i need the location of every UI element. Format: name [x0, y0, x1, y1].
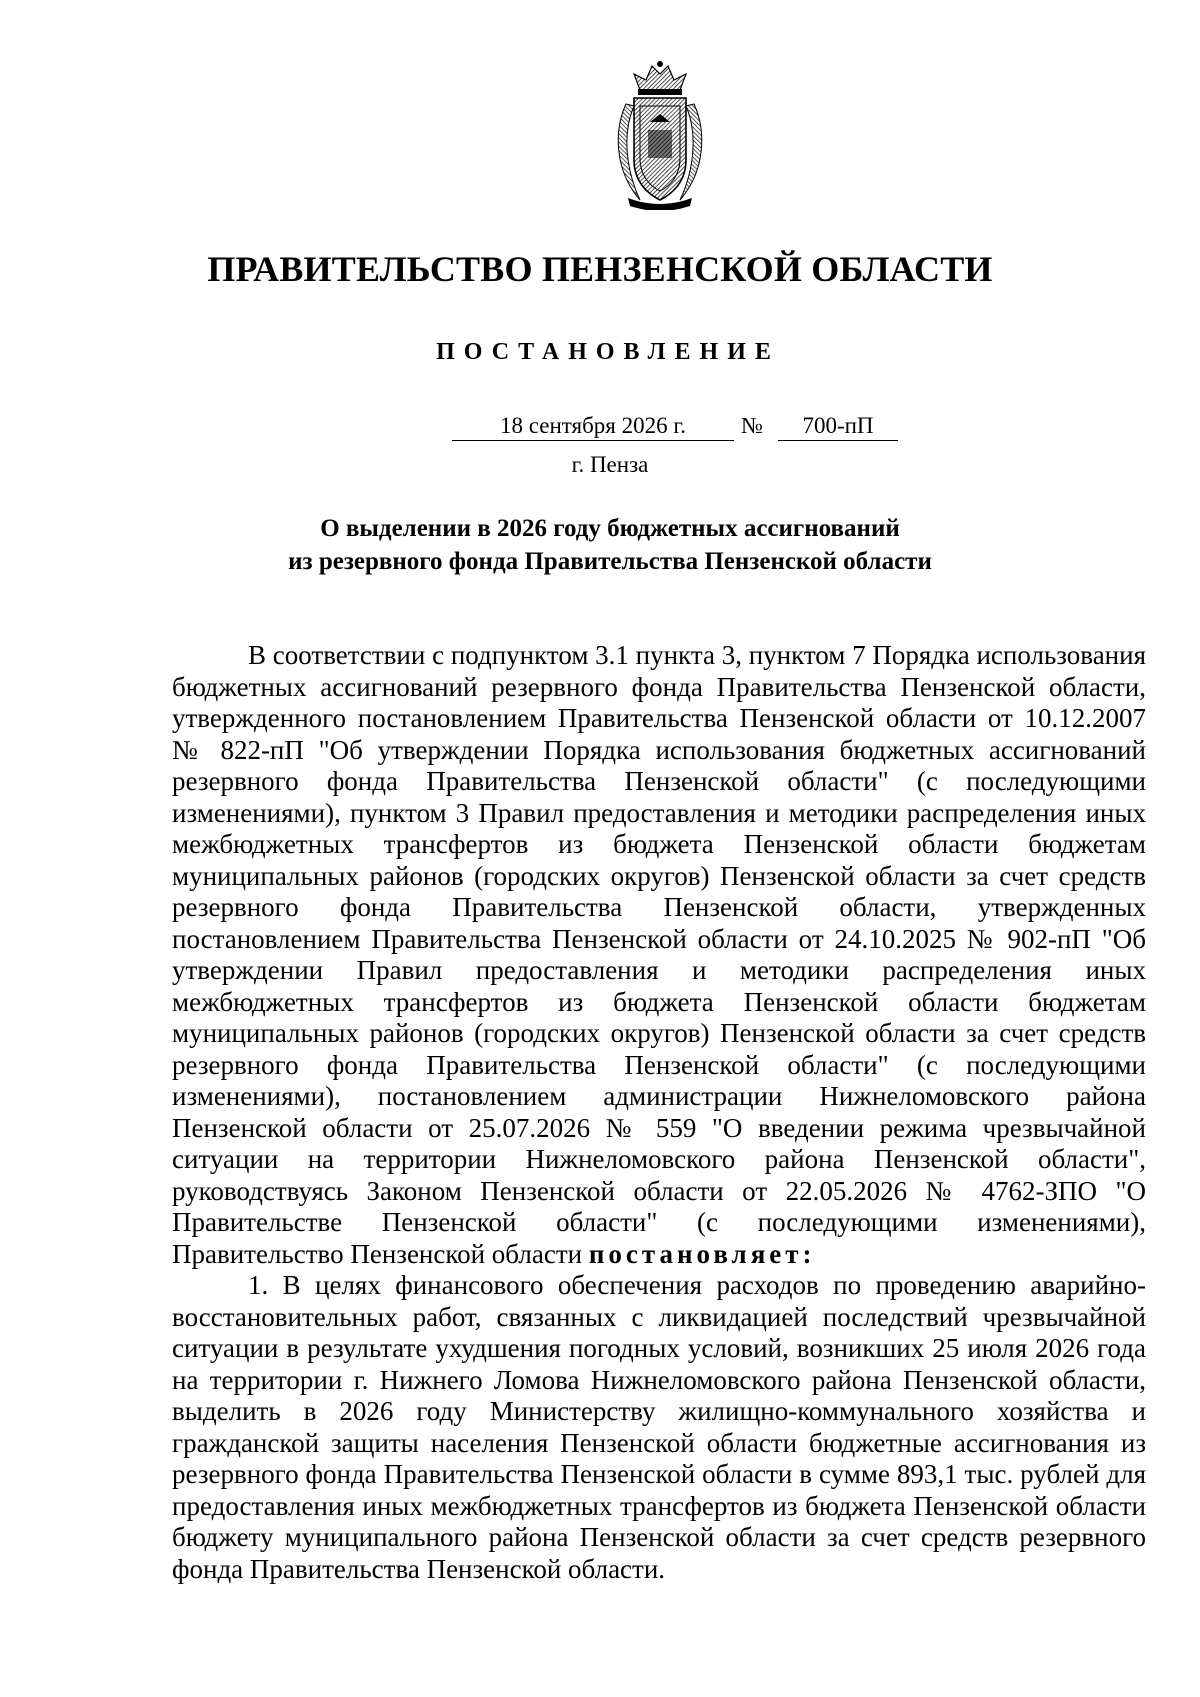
clause-1-paragraph: 1. В целях финансового обеспечения расходов по проведению аварийно-восстановительных работ, связанных с ликвидацией последствий чрезвычайной ситуации в результате ухудшения погодных условий, возникших 25 июля 2026 года на территории г. Нижнего Ломова Нижнеломовского района Пензенской области, выделить в 2026 году Министерству жилищно-коммунального хозяйства и гражданской защиты населения Пензенской области бюджетные ассигнования из резервного фонда Правительства Пензенской области в сумме 893,1 тыс. рублей для предоставления иных межбюджетных трансфертов из бюджета Пензенской области бюджету муниципального района Пензенской области за счет средств резервного фонда Правительства Пензенской области. [172, 1270, 1146, 1584]
preamble-text: В соответствии с подпунктом 3.1 пункта 3, пунктом 7 Порядка использования бюджетных ассигнований резервного фонда Правительства Пензенской области, утвержденного постановлением Правительства Пензенской области от 10.12.2007 № 822-пП "Об утверждении Порядка использования бюджетных ассигнований резервного фонда Правительства Пензенской области" (с последующими изменениями), пунктом 3 Правил предоставления и методики распределения иных межбюджетных трансфертов из бюджета Пензенской области бюджетам муниципальных районов (городских округов) Пензенской области за счет средств резервного фонда Правительства Пензенской области, утвержденных постановлением Правительства Пензенской области от 24.10.2025 № 902-пП "Об утверждении Правил предоставления и методики распределения иных межбюджетных трансфертов из бюджета Пензенской области бюджетам муниципальных районов (городских округов) Пензенской области за счет средств резервного фонда Правительства Пензенской области" (с последующими изменениями), постановлением администрации Нижнеломовского района Пензенской области от 25.07.2026 № 559 "О введении режима чрезвычайной ситуации на территории Нижнеломовского района Пензенской области", руководствуясь Законом Пензенской области от 22.05.2026 № 4762-ЗПО "О Правительстве Пензенской области" (с последующими изменениями), Правительство Пензенской области [172, 640, 1146, 1269]
document-body [172, 640, 1146, 1585]
document-title [170, 512, 1050, 578]
document-title-line-1: О выделении в 2026 году бюджетных ассигнований [320, 515, 900, 542]
document-title-line-2: из резервного фонда Правительства Пензенской области [288, 548, 932, 575]
document-number: 700-пП [778, 412, 898, 441]
city: г. Пенза [571, 452, 649, 477]
document-date: 18 сентября 2026 г. [452, 412, 734, 441]
number-sign: № [741, 413, 763, 438]
preamble-paragraph [172, 640, 1146, 1270]
resolves-word: постановляет: [588, 1238, 816, 1269]
document-type: ПОСТАНОВЛЕНИЕ [436, 339, 780, 365]
government-name: ПРАВИТЕЛЬСТВО ПЕНЗЕНСКОЙ ОБЛАСТИ [207, 249, 993, 289]
coat-of-arms-emblem [604, 60, 716, 210]
